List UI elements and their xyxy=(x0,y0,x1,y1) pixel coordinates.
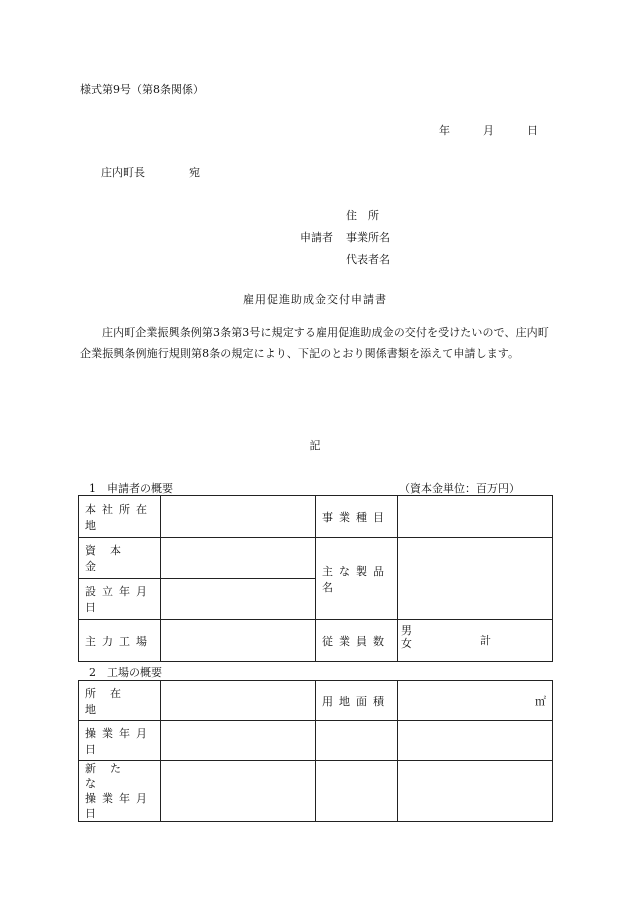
head-office-label: 本社所在地 xyxy=(79,496,161,538)
new-label-line1: 新たな xyxy=(85,762,135,790)
empty-cell-a xyxy=(316,721,398,761)
head-office-field[interactable] xyxy=(161,496,316,538)
section1-heading: 1 申請者の概要 xyxy=(89,482,173,495)
ki-mark: 記 xyxy=(309,439,321,452)
body-paragraph: 庄内町企業振興条例第3条第3号に規定する雇用促進助成金の交付を受けたいので、庄内町企業振興条例施行規則第8条の規定により、下記のとおり関係書類を添えて申請します。 xyxy=(80,326,549,360)
applicant-address-label: 住 所 xyxy=(346,209,379,222)
new-operation-date-field[interactable] xyxy=(161,761,316,822)
new-label-line2: 操業年月日 xyxy=(85,792,153,820)
empty-cell-c xyxy=(316,761,398,822)
date-day-label: 日 xyxy=(527,124,538,137)
site-area-field[interactable] xyxy=(398,681,553,721)
operation-date-label: 操業年月日 xyxy=(79,721,161,761)
applicant-overview-table xyxy=(78,495,553,662)
main-products-label: 主な製品名 xyxy=(316,538,398,620)
business-type-field[interactable] xyxy=(398,496,553,538)
employees-label: 従業員数 xyxy=(316,620,398,662)
total-label: 計 xyxy=(480,634,491,647)
date-line xyxy=(439,122,538,138)
factory-overview-table xyxy=(78,680,553,822)
main-factory-label: 主力工場 xyxy=(79,620,161,662)
new-operation-date-label xyxy=(79,761,161,822)
established-label: 設立年月日 xyxy=(79,579,161,620)
form-number: 様式第9号（第8条関係） xyxy=(80,83,204,96)
date-year-label: 年 xyxy=(439,124,450,137)
section2-heading: 2 工場の概要 xyxy=(89,666,162,679)
applicant-office-label: 事業所名 xyxy=(346,231,390,244)
location-field[interactable] xyxy=(161,681,316,721)
capital-field[interactable] xyxy=(161,538,316,579)
capital-unit-note: （資本金単位：百万円） xyxy=(399,482,520,495)
applicant-label: 申請者 xyxy=(300,231,333,244)
location-label: 所在地 xyxy=(79,681,161,721)
site-area-label: 用地面積 xyxy=(316,681,398,721)
operation-date-field[interactable] xyxy=(161,721,316,761)
female-label: 女 xyxy=(401,637,412,650)
male-label: 男 xyxy=(401,624,412,637)
applicant-representative-label: 代表者名 xyxy=(346,253,390,266)
date-month-label: 月 xyxy=(483,124,494,137)
capital-label: 資本金 xyxy=(79,538,161,579)
empty-cell-b xyxy=(398,721,553,761)
applicant-block xyxy=(300,205,390,271)
addressee-name: 庄内町長 xyxy=(101,166,145,179)
addressee-suffix: 宛 xyxy=(189,166,200,179)
document-title: 雇用促進助成金交付申請書 xyxy=(243,293,387,306)
main-products-field[interactable] xyxy=(398,538,553,620)
business-type-label: 事業種目 xyxy=(316,496,398,538)
empty-cell-d xyxy=(398,761,553,822)
established-field[interactable] xyxy=(161,579,316,620)
addressee xyxy=(101,164,200,180)
employees-field[interactable] xyxy=(398,620,553,662)
area-unit: ㎡ xyxy=(535,694,546,708)
main-factory-field[interactable] xyxy=(161,620,316,662)
